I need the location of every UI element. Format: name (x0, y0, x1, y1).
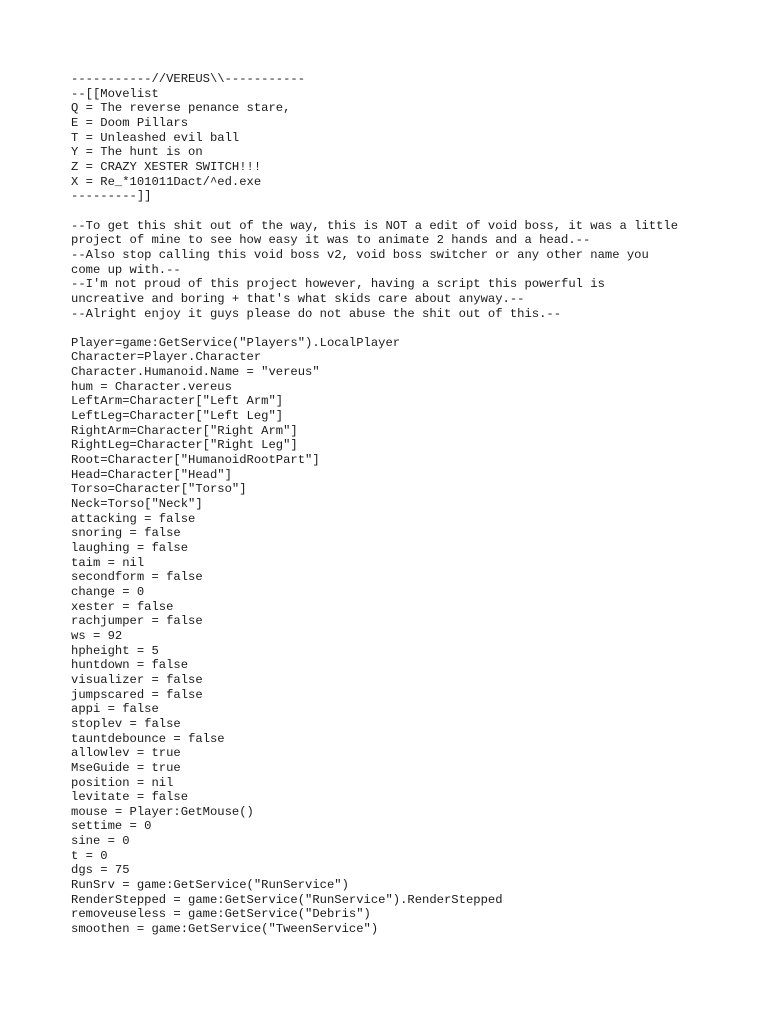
move-line: Z = CRAZY XESTER SWITCH!!! (71, 159, 262, 174)
movelist-open-line: --[[Movelist (71, 86, 159, 101)
movelist-close-line: ---------]] (71, 189, 152, 204)
move-line: T = Unleashed evil ball (71, 130, 240, 145)
code-line: Neck=Torso["Neck"] (71, 497, 203, 512)
comment-line: come up with.-- (71, 262, 181, 277)
code-line: taim = nil (71, 555, 145, 570)
move-line: X = Re_*101011Dact/^ed.exe (71, 174, 262, 189)
code-line: Character.Humanoid.Name = "vereus" (71, 365, 320, 380)
comment-line: --Also stop calling this void boss v2, void boss switcher or any other name you (71, 247, 649, 262)
code-line: jumpscared = false (71, 687, 203, 702)
comment-block (71, 219, 761, 322)
code-line: settime = 0 (71, 819, 152, 834)
move-line: E = Doom Pillars (71, 115, 189, 130)
movelist-header (71, 72, 761, 204)
code-line: sine = 0 (71, 834, 130, 849)
code-line: secondform = false (71, 570, 203, 585)
code-line: hum = Character.vereus (71, 379, 232, 394)
code-line: visualizer = false (71, 672, 203, 687)
code-line: appi = false (71, 702, 159, 717)
blank-line (71, 321, 761, 336)
code-line: Torso=Character["Torso"] (71, 482, 247, 497)
code-block (71, 336, 761, 937)
code-line: dgs = 75 (71, 863, 130, 878)
code-line: RunSrv = game:GetService("RunService") (71, 878, 349, 893)
code-line: stoplev = false (71, 716, 181, 731)
move-line: Q = The reverse penance stare, (71, 101, 291, 116)
code-line: rachjumper = false (71, 614, 203, 629)
code-line: removeuseless = game:GetService("Debris") (71, 907, 371, 922)
code-line: smoothen = game:GetService("TweenService") (71, 922, 379, 937)
comment-line: --Alright enjoy it guys please do not abuse the shit out of this.-- (71, 306, 562, 321)
code-line: huntdown = false (71, 658, 189, 673)
code-line: Head=Character["Head"] (71, 467, 232, 482)
code-line: levitate = false (71, 790, 189, 805)
code-line: Root=Character["HumanoidRootPart"] (71, 453, 320, 468)
move-line: Y = The hunt is on (71, 145, 203, 160)
code-line: position = nil (71, 775, 174, 790)
code-line: attacking = false (71, 511, 196, 526)
code-line: LeftLeg=Character["Left Leg"] (71, 409, 284, 424)
blank-line (71, 204, 761, 219)
code-line: RightLeg=Character["Right Leg"] (71, 438, 298, 453)
code-line: MseGuide = true (71, 760, 181, 775)
code-line: Player=game:GetService("Players").LocalPlayer (71, 335, 401, 350)
document-page (71, 72, 761, 937)
comment-line: --I'm not proud of this project however, having a script this powerful is (71, 277, 605, 292)
code-line: allowlev = true (71, 746, 181, 761)
title-line: -----------//VEREUS\\----------- (71, 72, 306, 86)
code-line: mouse = Player:GetMouse() (71, 804, 254, 819)
code-line: LeftArm=Character["Left Arm"] (71, 394, 284, 409)
comment-line: uncreative and boring + that's what skids care about anyway.-- (71, 291, 525, 306)
comment-line: --To get this shit out of the way, this is NOT a edit of void boss, it was a little (71, 218, 679, 233)
code-line: change = 0 (71, 584, 145, 599)
code-line: xester = false (71, 599, 174, 614)
code-line: RenderStepped = game:GetService("RunService").RenderStepped (71, 892, 503, 907)
code-line: hpheight = 5 (71, 643, 159, 658)
code-line: tauntdebounce = false (71, 731, 225, 746)
code-line: Character=Player.Character (71, 350, 262, 365)
code-line: t = 0 (71, 848, 108, 863)
code-line: laughing = false (71, 541, 189, 555)
code-line: snoring = false (71, 526, 181, 541)
comment-line: project of mine to see how easy it was to animate 2 hands and a head.-- (71, 233, 591, 248)
code-line: RightArm=Character["Right Arm"] (71, 423, 298, 438)
code-line: ws = 92 (71, 628, 123, 643)
